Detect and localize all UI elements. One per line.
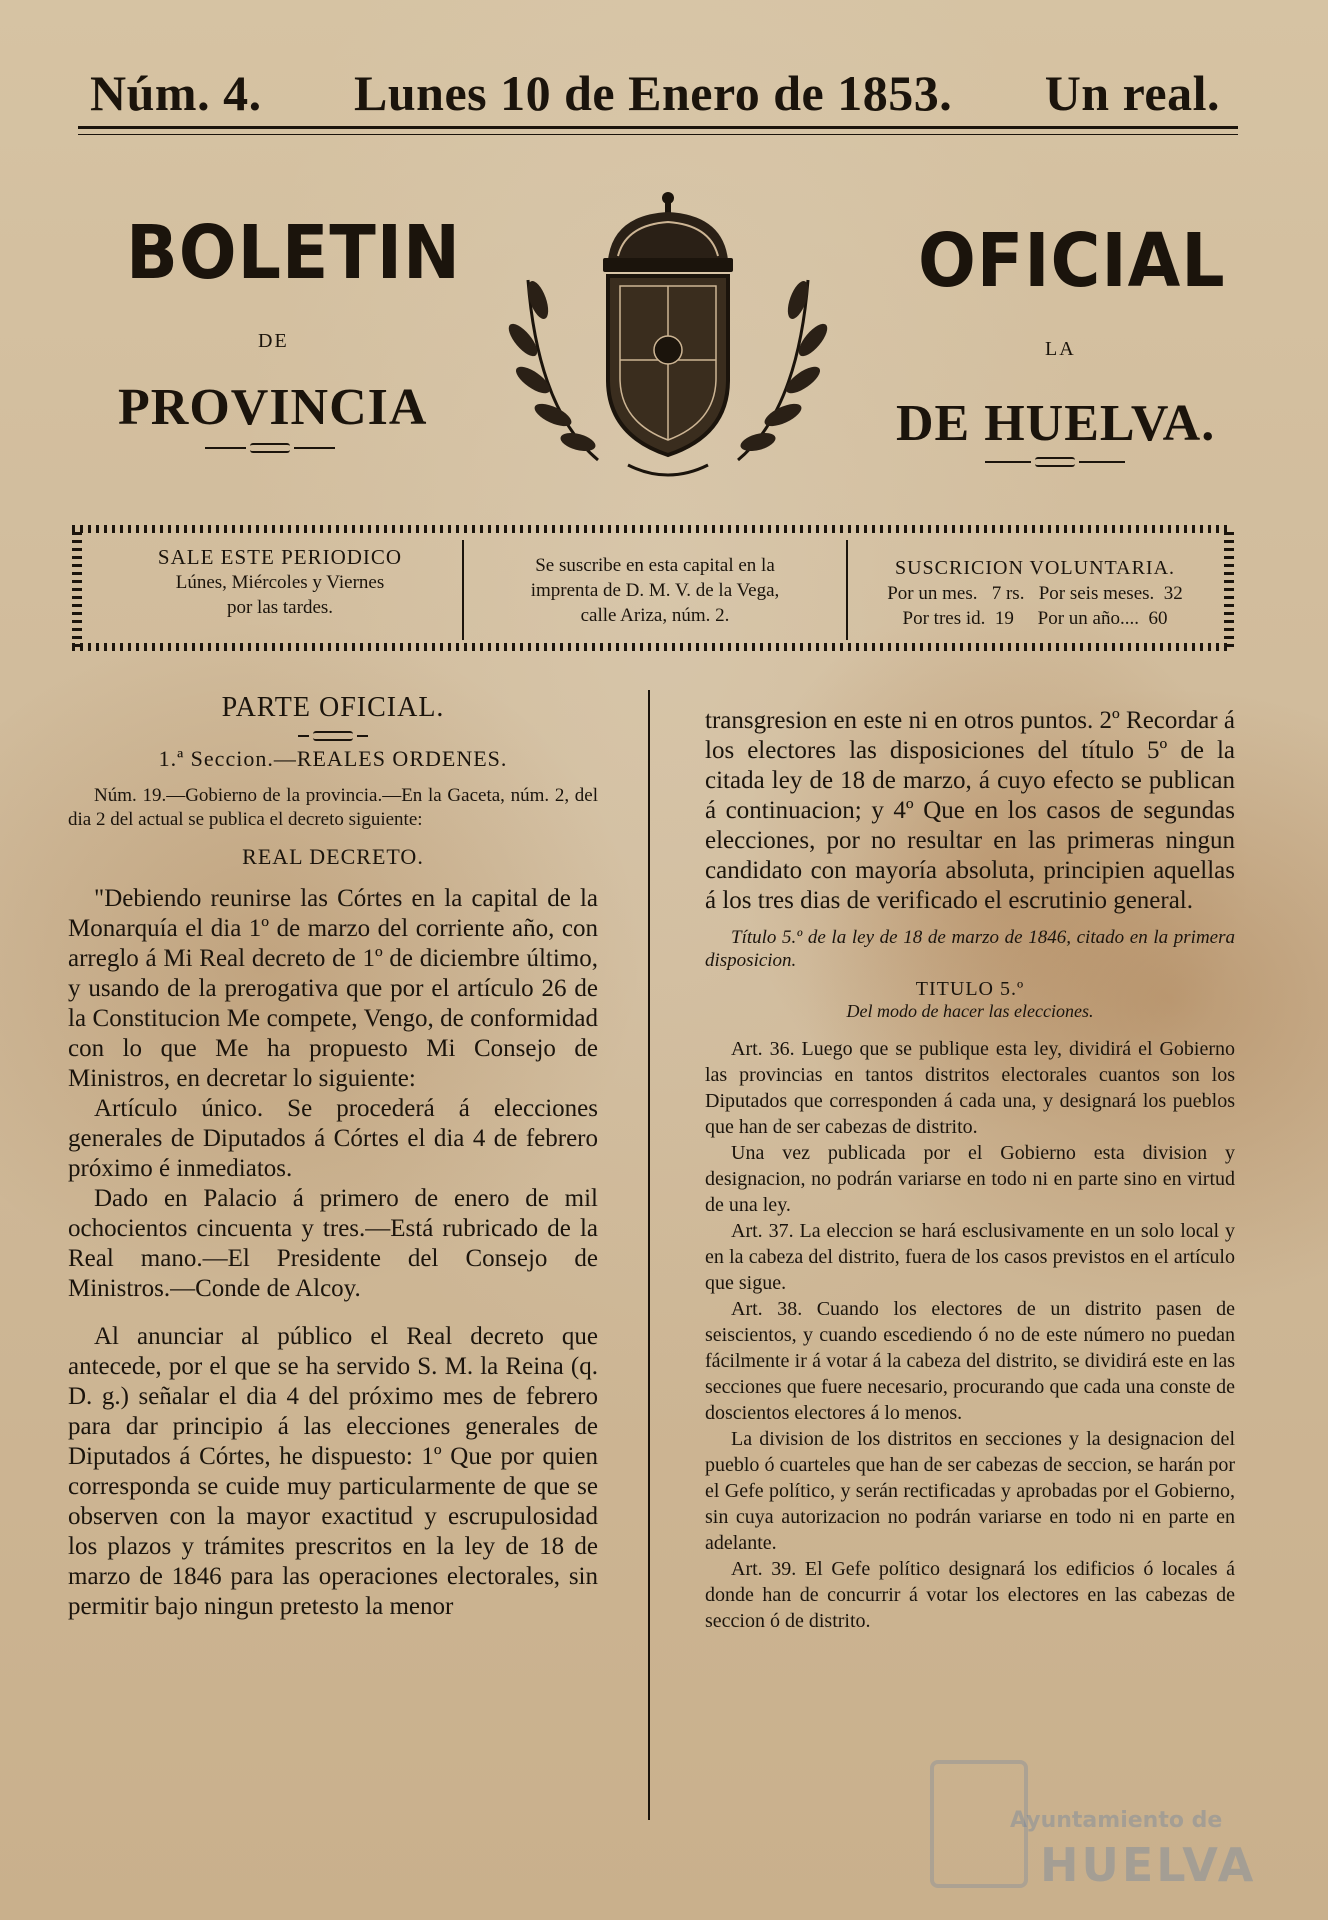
issue-number: Núm. 4.: [90, 64, 262, 121]
schedule-heading: SALE ESTE PERIODICO: [157, 545, 403, 569]
infobox-subscription-place: [476, 553, 834, 628]
issue-date: Lunes 10 de Enero de 1853.: [354, 64, 953, 121]
titulo-subheading: Del modo de hacer las elecciones.: [846, 1001, 1094, 1021]
decree-paragraph-1: "Debiendo reunirse las Córtes en la capital de la Monarquía el dia 1º de marzo del corriente año, con arreglo á Mi Real decreto de 1º de diciembre último, y usando de la prerogativa que por el artículo 26 de la Constitucion Me compete, Vengo, de conformidad con lo que Me ha propuesto Mi Consejo de Ministros, en decretar lo siguiente:: [68, 885, 598, 1092]
decree-title: REAL DECRETO.: [242, 844, 424, 869]
decree-paragraph-3: Dado en Palacio á primero de enero de mil ochocientos cincuenta y tres.—Está rubricado de la Real mano.—El Presidente del Consejo de Ministros.—Conde de Alcoy.: [68, 1185, 598, 1302]
title-boletin: BOLETIN: [126, 210, 461, 296]
coat-of-arms-emblem: [478, 190, 858, 490]
infobox-right-border: [1224, 527, 1234, 647]
masthead: [90, 55, 1220, 130]
announcement-paragraph: Al anunciar al público el Real decreto que antecede, por el que se ha servido S. M. la Reina (q. D. g.) señalar el dia 4 del próximo mes de febrero para dar principio á las elecciones generales de Diputados á Córtes, he dispuesto: 1º Que por quien corresponda se cuide muy particularmente de que se observen con la mayor exactitud y escrupulosidad los plazos y trámites prescritos en la ley de 18 de marzo de 1846 para las operaciones electorales, sin permitir bajo ningun pretesto la menor: [68, 1323, 598, 1620]
continuation-paragraph: transgresion en este ni en otros puntos. 2º Recordar á los electores las disposiciones del título 5º de la citada ley de 18 de marzo, á cuyo efecto se publican á continuacion; y 4º Que en los casos de segundas elecciones, por no resultar en las primeras ningun candidato con mayoría absoluta, principien aquellas á los tres dias de verificado el escrutinio general.: [705, 707, 1235, 914]
article-38-continued: La division de los distritos en secciones y la designacion del pueblo ó cuarteles que han de ser cabezas de seccion, se harán por el Gefe político, y serán rectificadas y aprobadas por el Gobierno, sin cuya autorizacion no podrán variarse en todo ni en parte en adelante.: [705, 1428, 1235, 1554]
watermark-shield-icon: [930, 1760, 1028, 1888]
prices-line-1: Por un mes. 7 rs. Por seis meses. 32: [887, 583, 1183, 604]
infobox-prices: [854, 556, 1216, 631]
title-oficial: OFICIAL: [918, 218, 1226, 304]
intro-paragraph: Núm. 19.—Gobierno de la provincia.—En la Gaceta, núm. 2, del dia 2 del actual se publica el decreto siguiente:: [68, 785, 598, 830]
infobox-bottom-border: [72, 640, 1232, 654]
infobox-top-border: [72, 522, 1232, 536]
subsection-title: 1.ª Seccion.—REALES ORDENES.: [158, 746, 508, 771]
title-la: LA: [1045, 338, 1076, 360]
subscribe-line-1: Se suscribe en esta capital en la: [535, 555, 775, 576]
right-flourish: [985, 458, 1125, 466]
infobox-left-border: [72, 527, 82, 647]
column-divider: [648, 690, 650, 1820]
watermark-line-1: Ayuntamiento de: [1010, 1808, 1223, 1833]
titulo-heading: TITULO 5.º: [915, 978, 1025, 1000]
title-provincia: PROVINCIA: [118, 379, 428, 436]
law-caption-text: Título 5.º de la ley de 18 de marzo de 1846, citado en la primera disposicion.: [705, 927, 1235, 971]
column-right: [705, 706, 1235, 1634]
prices-heading: SUSCRICION VOLUNTARIA.: [894, 557, 1176, 579]
schedule-time: por las tardes.: [226, 597, 334, 618]
issue-price: Un real.: [1044, 64, 1220, 121]
left-flourish: [205, 444, 335, 452]
decree-paragraph-2: Artículo único. Se procederá á elecciones generales de Diputados á Córtes el dia 4 de febrero próximo é inmediatos.: [68, 1095, 598, 1182]
masthead-rule-thin: [78, 134, 1238, 135]
article-38: Art. 38. Cuando los electores de un distrito pasen de seiscientos, y cuando escediendo ó no de este número no puedan fácilmente ir á votar á la cabeza del distrito, se dividirá este en las secciones que fuere necesario, procurando que cada una conste de doscientos electores á lo menos.: [705, 1298, 1235, 1424]
subscribe-line-3: calle Ariza, núm. 2.: [580, 605, 730, 626]
section-flourish: [298, 732, 368, 740]
watermark-line-2: HUELVA: [1040, 1838, 1257, 1892]
infobox-schedule: [120, 545, 440, 620]
title-de-huelva: DE HUELVA.: [896, 395, 1216, 452]
infobox-divider-2: [846, 540, 848, 640]
article-37: Art. 37. La eleccion se hará esclusivamente en un solo local y en la cabeza del distrito, fuera de los casos previstos en el artículo que sigue.: [705, 1220, 1235, 1294]
article-36-continued: Una vez publicada por el Gobierno esta division y designacion, no podrán variarse en todo ni en parte sino en virtud de una ley.: [705, 1142, 1235, 1216]
infobox-divider-1: [462, 540, 464, 640]
continuation-block: [705, 706, 1235, 916]
law-articles: [705, 1036, 1235, 1634]
law-caption: [705, 926, 1235, 972]
subscribe-line-2: imprenta de D. M. V. de la Vega,: [530, 580, 780, 601]
title-de: DE: [258, 330, 289, 352]
schedule-days: Lúnes, Miércoles y Viernes: [175, 572, 385, 593]
prices-line-2: Por tres id. 19 Por un año.... 60: [902, 608, 1168, 629]
column-left: [68, 690, 598, 1622]
article-36: Art. 36. Luego que se publique esta ley, dividirá el Gobierno las provincias en tantos distritos electorales cuantos son los Diputados que corresponden á cada una, y designará los pueblos que han de ser cabezas de distrito.: [705, 1038, 1235, 1138]
section-title: PARTE OFICIAL.: [221, 692, 445, 723]
masthead-rule: [78, 126, 1238, 129]
article-39: Art. 39. El Gefe político designará los edificios ó locales á donde han de concurrir á votar los electores en las cabezas de seccion ó de distrito.: [705, 1558, 1235, 1632]
